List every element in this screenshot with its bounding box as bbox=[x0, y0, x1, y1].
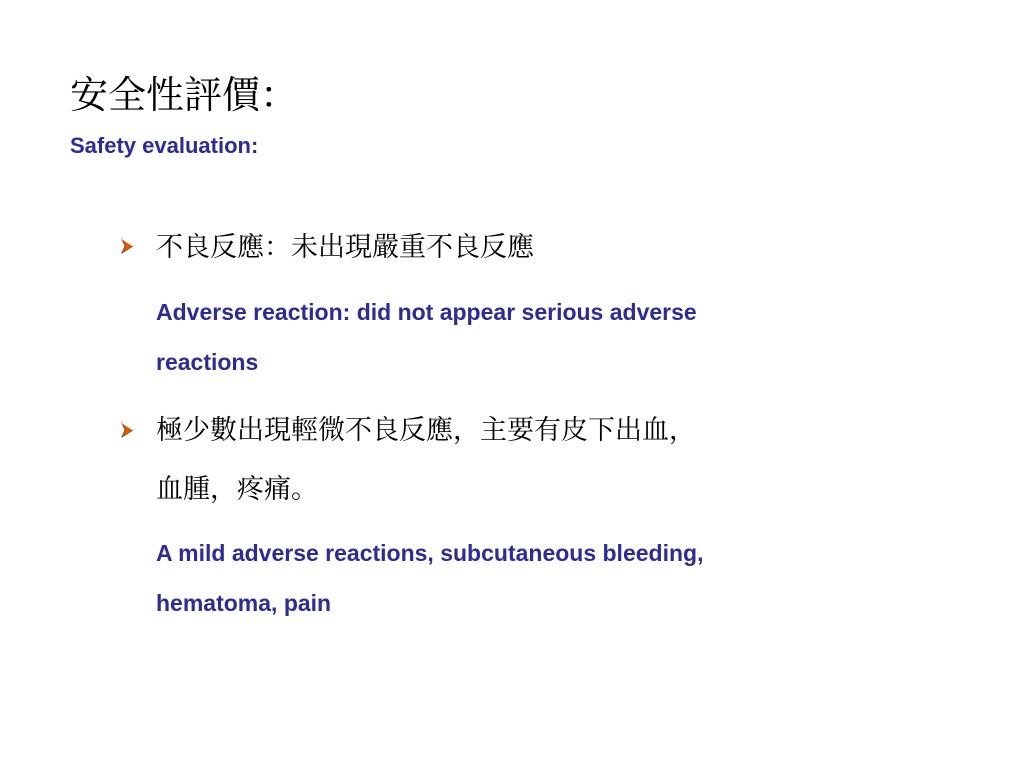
arrow-bullet-icon bbox=[120, 420, 140, 444]
arrow-bullet-icon bbox=[120, 236, 140, 260]
bullet-1-english-line-2: reactions bbox=[156, 349, 259, 375]
bullet-2-chinese-line-2: 血腫，疼痛。 bbox=[156, 474, 318, 505]
bullet-1-english-line-1: Adverse reaction: did not appear serious adverse bbox=[156, 299, 697, 325]
bullet-1-chinese-line-1: 不良反應：未出現嚴重不良反應 bbox=[156, 232, 534, 263]
slide-title-chinese: 安全性評價： bbox=[70, 73, 299, 117]
bullet-2-english-line-1: A mild adverse reactions, subcutaneous bleeding, bbox=[156, 540, 704, 566]
bullet-2-chinese-line-1: 極少數出現輕微不良反應，主要有皮下出血， bbox=[156, 415, 696, 446]
bullet-2-english-line-2: hematoma, pain bbox=[156, 590, 332, 616]
slide-title-english: Safety evaluation: bbox=[70, 133, 259, 158]
